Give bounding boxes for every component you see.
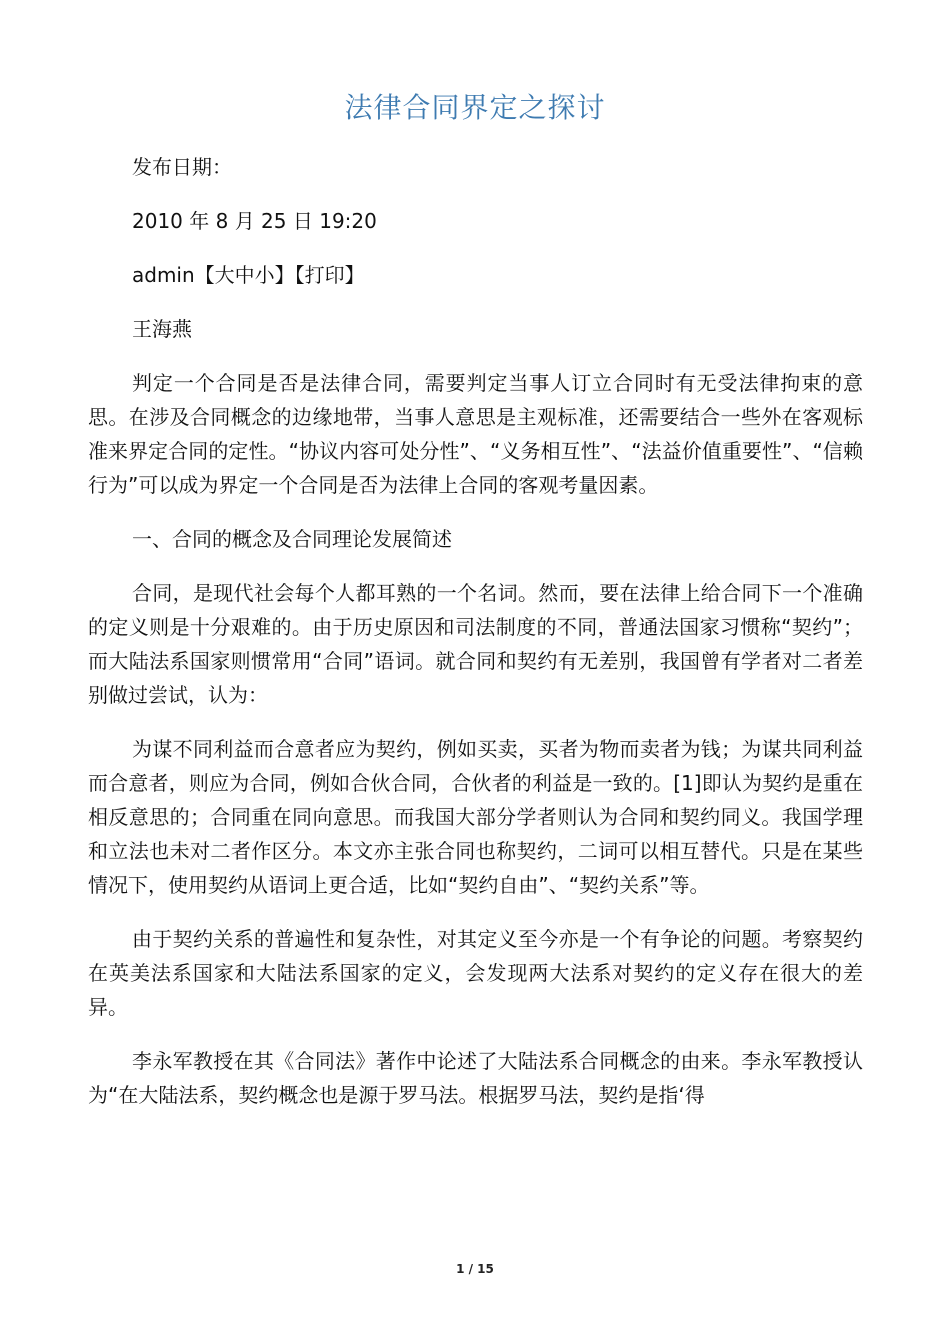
page-number: 1 / 15: [456, 1262, 494, 1276]
paragraph-intro: 判定一个合同是否是法律合同，需要判定当事人订立合同时有无受法律拘束的意思。在涉及合同概念的边缘地带，当事人意思是主观标准，还需要结合一些外在客观标准来界定合同的定性。“协议内容可处分性”、“义务相互性”、“法益价值重要性”、“信赖行为”可以成为界定一个合同是否为法律上合同的客观考量因素。: [88, 371, 863, 497]
paragraph-contract-vs-agreement: 为谋不同利益而合意者应为契约，例如买卖，买者为物而卖者为钱；为谋共同利益而合意者，则应为合同，例如合伙合同，合伙者的利益是一致的。[1]即认为契约是重在相反意思的；合同重在同向意思。而我国大部分学者则认为合同和契约同义。我国学理和立法也未对二者作区分。本文亦主张合同也称契约，二词可以相互替代。只是在某些情况下，使用契约从语词上更合适，比如“契约自由”、“契约关系”等。: [88, 737, 863, 897]
document-title: 法律合同界定之探讨: [344, 91, 606, 124]
paragraph-li-yongjun: 李永军教授在其《合同法》著作中论述了大陆法系合同概念的由来。李永军教授认为“在大陆法系，契约概念也是源于罗马法。根据罗马法，契约是指‘得: [88, 1049, 863, 1107]
section-heading: 一、合同的概念及合同理论发展简述: [132, 527, 452, 551]
paragraph-contract-definition: 合同，是现代社会每个人都耳熟的一个名词。然而，要在法律上给合同下一个准确的定义则是十分艰难的。由于历史原因和司法制度的不同，普通法国家习惯称“契约”；而大陆法系国家则惯常用“合同”语词。就合同和契约有无差别，我国曾有学者对二者差别做过尝试，认为：: [88, 581, 863, 707]
admin-line: admin【大中小】【打印】: [132, 263, 365, 287]
paragraph-complexity: 由于契约关系的普遍性和复杂性，对其定义至今亦是一个有争论的问题。考察契约在英美法系国家和大陆法系国家的定义，会发现两大法系对契约的定义存在很大的差异。: [88, 927, 863, 1019]
publish-label: 发布日期：: [132, 155, 232, 179]
publish-datetime: 2010 年 8 月 25 日 19:20: [132, 209, 377, 233]
document-body: [88, 150, 863, 1132]
author-name: 王海燕: [132, 317, 192, 341]
